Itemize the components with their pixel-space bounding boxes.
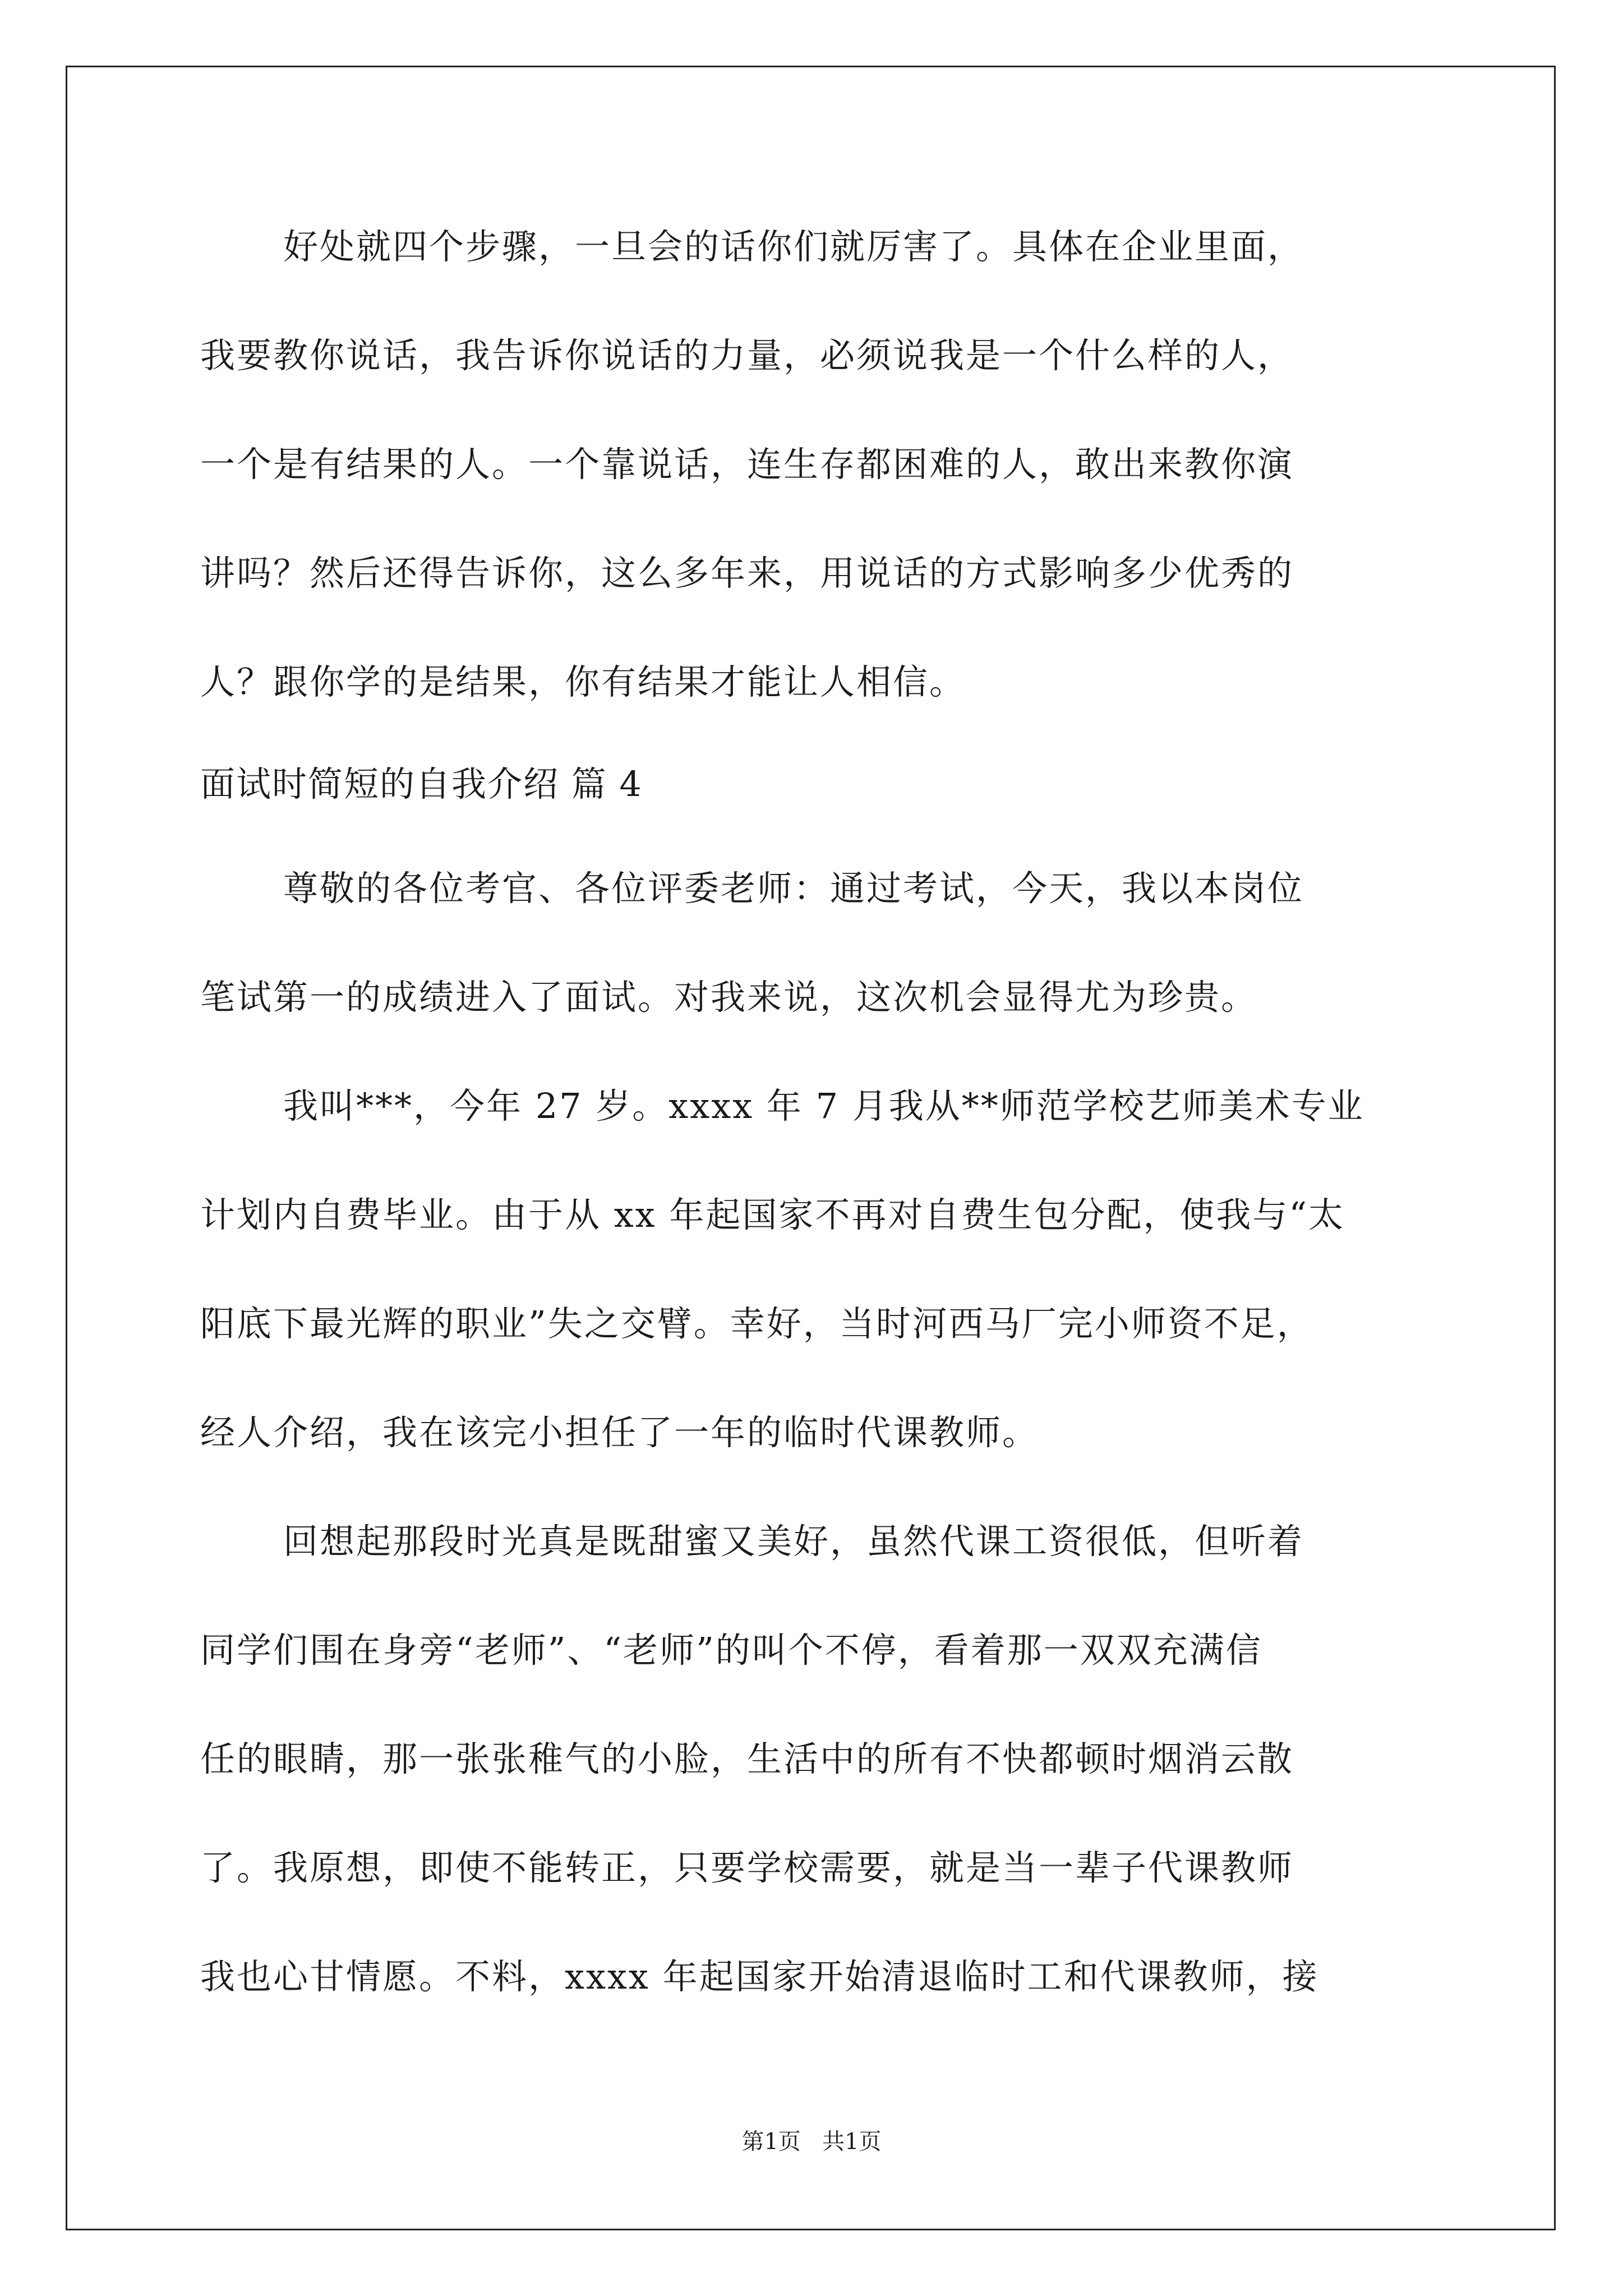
- paragraph-line: 任的眼睛，那一张张稚气的小脸，生活中的所有不快都顿时烟消云散: [200, 1738, 1294, 1779]
- paragraph-line: 经人介绍，我在该完小担任了一年的临时代课教师。: [200, 1412, 1039, 1453]
- paragraph-line: 人？跟你学的是结果，你有结果才能让人相信。: [200, 661, 966, 702]
- paragraph-line: 计划内自费毕业。由于从 xx 年起国家不再对自费生包分配，使我与“太: [200, 1194, 1345, 1235]
- page-footer: 第1页 共1页: [741, 2129, 882, 2155]
- page-border: [66, 66, 1556, 2230]
- paragraph-line: 阳底下最光辉的职业”失之交臂。幸好，当时河西马厂完小师资不足，: [200, 1303, 1313, 1344]
- paragraph-line: 同学们围在身旁“老师”、“老师”的叫个不停，看着那一双双充满信: [200, 1630, 1262, 1671]
- paragraph-line: 了。我原想，即使不能转正，只要学校需要，就是当一辈子代课教师: [200, 1847, 1294, 1888]
- paragraph-line: 尊敬的各位考官、各位评委老师：通过考试，今天，我以本岗位: [283, 868, 1304, 909]
- paragraph-line: 好处就四个步骤，一旦会的话你们就厉害了。具体在企业里面，: [283, 226, 1304, 267]
- paragraph-line: 回想起那段时光真是既甜蜜又美好，虽然代课工资很低，但听着: [283, 1521, 1304, 1562]
- paragraph-line: 一个是有结果的人。一个靠说话，连生存都困难的人，敢出来教你演: [200, 444, 1294, 485]
- section-heading: 面试时简短的自我介绍 篇 4: [200, 763, 643, 804]
- paragraph-line: 讲吗？然后还得告诉你，这么多年来，用说话的方式影响多少优秀的: [200, 553, 1294, 593]
- paragraph-line: 我叫***，今年 27 岁。xxxx 年 7 月我从**师范学校艺师美术专业: [283, 1085, 1364, 1126]
- paragraph-line: 我要教你说话，我告诉你说话的力量，必须说我是一个什么样的人，: [200, 335, 1294, 376]
- paragraph-line: 笔试第一的成绩进入了面试。对我来说，这次机会显得尤为珍贵。: [200, 977, 1258, 1018]
- paragraph-line: 我也心甘情愿。不料，xxxx 年起国家开始清退临时工和代课教师，接: [200, 1956, 1319, 1997]
